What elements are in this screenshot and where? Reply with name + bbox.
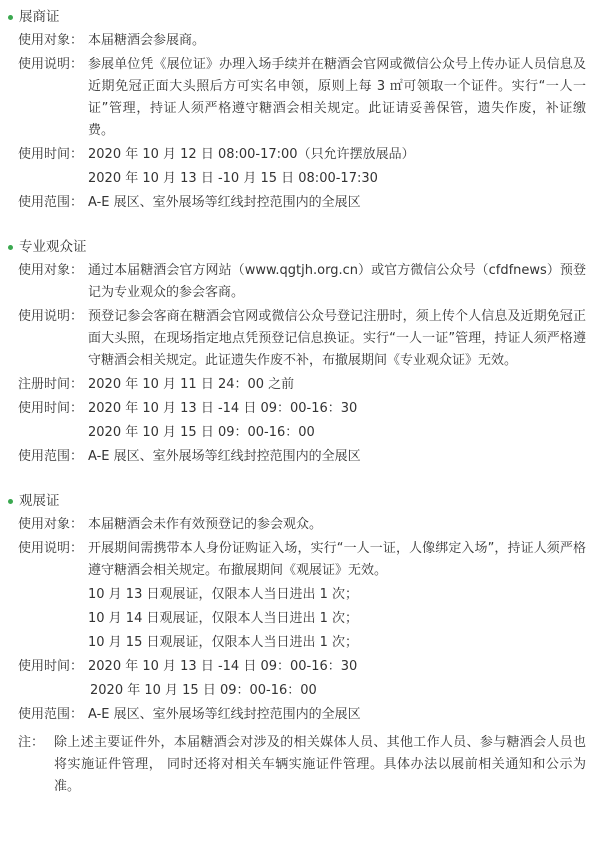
day-line: 10 月 15 日观展证，仅限本人当日进出 1 次； bbox=[88, 635, 359, 650]
section-title bbox=[6, 490, 590, 512]
row-instructions bbox=[6, 306, 590, 372]
row-label: 使用对象： bbox=[18, 263, 84, 278]
section-title bbox=[6, 236, 590, 258]
section-exhibitor-pass bbox=[6, 6, 590, 214]
row-time bbox=[6, 144, 590, 166]
row-value: 通过本届糖酒会官方网站（www.qgtjh.org.cn）或官方微信公众号（cfdfnews）预登记为专业观众的参会客商。 bbox=[88, 263, 586, 300]
row-value: 2020 年 10 月 12 日 08:00-17:00（只允许摆放展品） bbox=[88, 147, 415, 162]
row-value: 参展单位凭《展位证》办理入场手续并在糖酒会官网或微信公众号上传办证人员信息及近期免冠正面大头照后方可实名申领，原则上每 3 ㎡可领取一个证件。实行“一人一证”管理，持证人须严格遵守糖酒会相关规定。此证请妥善保管，遗失作废，补证缴费。 bbox=[88, 57, 586, 138]
row-target bbox=[6, 30, 590, 52]
row-value: 2020 年 10 月 13 日 -14 日 09：00-16：30 bbox=[88, 401, 358, 416]
section-title bbox=[6, 6, 590, 28]
row-value: A-E 展区、室外展场等红线封控范围内的全展区 bbox=[88, 195, 361, 210]
section-professional-visitor-pass bbox=[6, 236, 590, 468]
section-title-text: 展商证 bbox=[19, 9, 60, 25]
row-label: 使用时间： bbox=[18, 401, 84, 416]
bullet-dot-icon bbox=[8, 15, 13, 20]
row-value: 预登记参会客商在糖酒会官网或微信公众号登记注册时，须上传个人信息及近期免冠正面大头照，在现场指定地点凭预登记信息换证。实行“一人一证”管理，持证人须严格遵守糖酒会相关规定。此证遗失作废不补，布撤展期间《专业观众证》无效。 bbox=[88, 309, 586, 368]
row-label: 使用时间： bbox=[18, 147, 84, 162]
row-value: 本届糖酒会参展商。 bbox=[88, 33, 206, 48]
day-line: 10 月 13 日观展证，仅限本人当日进出 1 次； bbox=[88, 587, 359, 602]
row-label: 使用时间： bbox=[18, 659, 84, 674]
row-target bbox=[6, 260, 590, 304]
row-target bbox=[6, 514, 590, 536]
row-label: 使用范围： bbox=[18, 449, 84, 464]
row-label: 使用说明： bbox=[18, 541, 84, 556]
section-title-text: 观展证 bbox=[19, 493, 60, 509]
row-value: A-E 展区、室外展场等红线封控范围内的全展区 bbox=[88, 707, 361, 722]
note-label: 注： bbox=[18, 735, 45, 750]
bullet-dot-icon bbox=[8, 245, 13, 250]
row-label: 使用对象： bbox=[18, 517, 84, 532]
row-value: 本届糖酒会未作有效预登记的参会观众。 bbox=[88, 517, 323, 532]
row-instructions bbox=[6, 54, 590, 142]
row-value: 开展期间需携带本人身份证购证入场，实行“一人一证，人像绑定入场”，持证人须严格遵守糖酒会相关规定。布撤展期间《观展证》无效。 bbox=[88, 541, 586, 578]
row-label: 使用范围： bbox=[18, 195, 84, 210]
time-extra: 2020 年 10 月 15 日 09：00-16：00 bbox=[88, 425, 315, 440]
bullet-dot-icon bbox=[8, 499, 13, 504]
row-scope bbox=[6, 446, 590, 468]
row-time bbox=[6, 398, 590, 420]
day-line: 10 月 14 日观展证，仅限本人当日进出 1 次； bbox=[88, 611, 359, 626]
row-value: 2020 年 10 月 11 日 24：00 之前 bbox=[88, 377, 295, 392]
row-instructions bbox=[6, 538, 590, 582]
row-label: 使用说明： bbox=[18, 309, 84, 324]
row-label: 注册时间： bbox=[18, 377, 84, 392]
section-title-text: 专业观众证 bbox=[19, 239, 87, 255]
row-value: A-E 展区、室外展场等红线封控范围内的全展区 bbox=[88, 449, 361, 464]
time-extra: 2020 年 10 月 13 日 -10 月 15 日 08:00-17:30 bbox=[88, 171, 378, 186]
time-extra: 2020 年 10 月 15 日 09：00-16：00 bbox=[90, 683, 317, 698]
section-visitor-pass bbox=[6, 490, 590, 726]
note-text: 除上述主要证件外，本届糖酒会对涉及的相关媒体人员、其他工作人员、参与糖酒会人员也将实施证件管理， 同时还将对相关车辆实施证件管理。具体办法以展前相关通知和公示为准。 bbox=[54, 735, 586, 794]
row-label: 使用对象： bbox=[18, 33, 84, 48]
row-scope bbox=[6, 704, 590, 726]
row-time bbox=[6, 656, 590, 678]
row-label: 使用说明： bbox=[18, 57, 84, 72]
row-scope bbox=[6, 192, 590, 214]
row-registration-time bbox=[6, 374, 590, 396]
footnote bbox=[6, 732, 590, 798]
row-value: 2020 年 10 月 13 日 -14 日 09：00-16：30 bbox=[88, 659, 358, 674]
row-label: 使用范围： bbox=[18, 707, 84, 722]
